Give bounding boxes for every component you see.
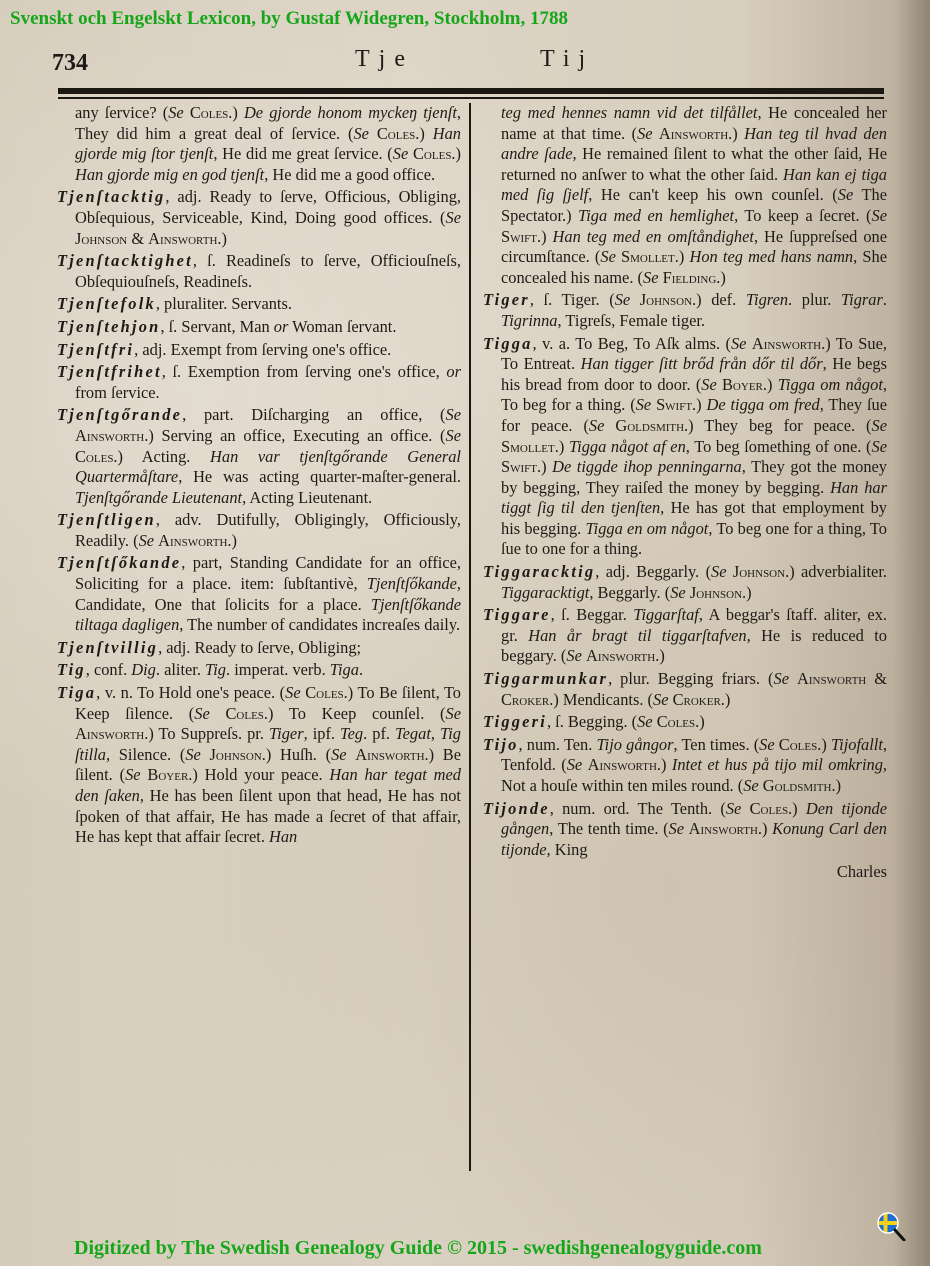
italic-text: Tijofallt [830,734,883,754]
source-reference: Smollet. [621,247,679,267]
definition-text [369,124,377,143]
definition-text: , To beg ſomething of one. ( [685,436,872,456]
italic-text: Han gjorde mig ſtor tjenſt [75,123,461,164]
definition-text: ) [724,689,731,709]
italic-text: Se [637,123,653,143]
italic-text: Se [138,530,155,550]
headword: Tjenſtgőrande [57,405,183,425]
source-reference: Johnson. [639,290,697,310]
running-head-left: Tje [355,46,414,72]
definition-text: ) [231,530,237,550]
definition-text: , num. Ten. [518,734,597,754]
definition-text: ) [558,436,569,456]
source-reference: Coles. [189,103,233,122]
definition-text [741,799,749,818]
definition-text: , conf. [85,660,132,680]
source-reference: Ainsworth. [148,228,222,248]
definition-text: ) adverbialiter. [789,562,887,582]
italic-text: or [446,362,461,382]
definition-text: , num. ord. The Tenth. ( [549,798,726,818]
source-reference: Johnson. [209,744,266,764]
definition-text: , They got the money by begging, They raiſed the money by begging. [501,457,887,497]
italic-text: Tigga en om något [585,518,709,538]
italic-text: Se [445,207,461,227]
right-column [483,103,887,883]
dictionary-entry [57,660,461,681]
definition-text: , He was acting quarter-maſter-general. [178,467,461,487]
italic-text: De tiggde ihop penningarna [552,457,742,477]
source-reference: Coles. [656,712,700,732]
italic-text: Tjenſtgőrande Lieutenant [75,487,243,507]
definition-text: ) [659,646,665,666]
italic-text: Se [653,689,669,709]
definition-text: , v. n. To Hold one's peace. ( [96,683,286,703]
headword: Tiggaracktig [483,562,596,582]
definition-text: , plur. Begging friars. ( [608,669,774,689]
source-reference: Coles. [225,703,269,723]
headword: Tiggarmunkar [483,669,609,689]
definition-text [201,745,210,764]
italic-text: Tjenſtſőkande tiltaga dagligen [75,594,461,635]
headword: Tiga [57,683,97,703]
italic-text: Se [730,333,747,353]
definition-text: , ſ. Tiger. ( [529,290,615,310]
dictionary-entry [483,334,887,561]
italic-text: Se [773,669,789,689]
definition-text: , Ten times. ( [673,734,760,754]
italic-text: Tiggaracktigt [501,582,590,602]
italic-text: Tigrinna [501,310,558,330]
definition-text: ) To Be ſilent, To Keep ſilence. ( [75,683,462,723]
definition-text: , ſ. Begging. ( [546,712,638,732]
definition-text: ) [762,819,773,839]
dictionary-entry [57,553,461,635]
headword: Tjenſtehjon [57,316,161,336]
italic-text: Se [331,744,347,764]
source-reference: Ainsworth. [751,333,826,353]
headword: Tjenſtfri [57,339,135,359]
column-divider [469,103,471,1171]
definition-text: , He begs his bread from door to door. ( [501,354,887,394]
watermark-title: Svenskt och Engelskt Lexicon, by Gustaf Widegren, Stockholm, 1788 [10,8,568,29]
headword: Tjenſtligen [57,510,156,530]
dictionary-entry [483,605,887,667]
dictionary-entry [57,317,461,338]
definition-text: , part. Diſcharging an office, ( [182,405,446,425]
italic-text: Se [701,374,717,394]
italic-text: Se [759,734,775,754]
definition-text: , Silence. ( [105,744,186,764]
definition-text: ) To Keep counſel. ( [268,703,446,723]
headword: Tigga [483,333,533,353]
definition-text: ) To Sue, To Entreat. [501,333,887,374]
italic-text: Se [670,582,686,602]
italic-text: Se [392,144,409,164]
definition-text: ) [766,374,778,394]
italic-text: De tigga om fred [706,395,820,415]
definition-text: , He remained ſilent to what the other ſaid, He returned no anſwer to what the other ſaid. [501,144,887,184]
swedish-flag-magnifier-icon [876,1211,906,1241]
definition-text: ) [678,247,690,267]
definition-text: . pf. [363,724,396,744]
source-reference: Johnson [75,228,128,248]
italic-text: Tjenſtſőkande [366,574,457,594]
source-reference: Coles. [778,734,822,754]
definition-text: . aliter. [155,660,206,680]
definition-text: ) Huſh. ( [265,744,332,764]
italic-text: Tegat [395,724,431,744]
definition-text: , They did him a great deal of ſervice. ( [75,103,461,143]
source-reference: Swift. [501,457,542,477]
definition-text: , A beggar's ſtaff. aliter, ex. gr. [501,605,887,645]
definition-text: ) [419,123,433,143]
definition-text: ) They beg for peace. ( [688,415,872,435]
italic-text: Han har tegat med den ſaken [75,765,461,805]
definition-text: , He can't keep his own counſel. ( [588,185,838,205]
dictionary-entry [57,362,461,403]
definition-text: ) [699,712,705,732]
italic-text: Se [445,703,461,723]
definition-text: ) To Suppreſs. pr. [148,724,269,744]
definition-text: The Spectator.) [501,185,887,225]
italic-text: Konung Carl den tijonde [501,819,887,859]
definition-text: , ſ. Servant, Man [160,316,274,336]
dictionary-entry [57,187,461,249]
definition-text [604,416,615,435]
source-reference: Fielding. [662,267,721,287]
italic-text: Tigren [745,290,789,310]
dictionary-entry [57,251,461,292]
italic-text: Han gjorde mig en god tjenſt [75,164,265,184]
definition-text: ) [232,103,244,122]
definition-text: , The tenth time. ( [549,819,669,839]
definition-text: ) Hold your peace. [192,765,330,785]
italic-text: Se [871,415,887,435]
definition-text: , The number of candidates increaſes daily. [179,615,461,635]
italic-text: Han var tjenſtgőrande General Quartermåſtare [75,446,461,487]
italic-text: Teg [340,724,364,744]
left-column [57,103,461,850]
italic-text: Den tijonde gången [501,798,887,839]
definition-text: ) [541,457,553,477]
dictionary-entry [57,510,461,551]
headword: Tjenſtvillig [57,637,159,657]
definition-text: , part, Standing Candidate for an office, Soliciting for a place. item: ſubſtantivè, [75,553,461,594]
definition-text: ) [746,582,752,602]
italic-text: Se [445,425,461,445]
definition-text: . plur. [788,290,841,310]
definition-text: any ſervice? ( [75,103,169,122]
italic-text: Se [566,646,582,666]
headword: Tijonde [483,798,550,818]
italic-text: Tig ſtilla [75,724,461,764]
italic-text: Tiga med en hemlighet [578,205,735,225]
definition-text [630,290,640,309]
source-reference: Ainsworth. [75,425,149,445]
italic-text: Se [743,776,759,795]
dictionary-entry [57,638,461,659]
italic-text: Se [711,562,727,582]
definition-text [210,704,226,723]
definition-text: , v. a. To Beg, To Aſk alms. ( [532,333,731,353]
definition-text: ) [696,395,707,415]
italic-text: Tigga något af en [568,436,686,456]
headword: Tiger [483,290,530,310]
definition-text: , Not a houſe within ten miles round. ( [501,755,887,795]
definition-text: ) [821,734,831,754]
headword: Tjenſtefolk [57,294,156,314]
dictionary-entry [57,340,461,361]
source-reference: Coles. [413,144,456,164]
definition-text: ) [660,755,672,775]
catchword: Charles [836,862,887,882]
definition-text: ) [732,123,745,143]
source-reference: Johnson. [689,582,747,602]
headword: Tig [57,660,86,680]
definition-text: , Beggarly. ( [589,582,671,602]
definition-text: , adv. Dutifully, Obligingly, Officiously, Readily. ( [75,510,461,550]
italic-text: Intet et hus på tijo mil omkring [671,755,883,775]
italic-text: Han teg til hvad den andre ſade [501,123,887,164]
source-reference: Ainsworth. [75,724,149,744]
source-reference: Goldsmith. [615,415,689,435]
italic-text: Tiger [268,724,304,744]
definition-text: , They ſue for peace. ( [501,395,887,435]
header-rule-thin [58,97,884,99]
definition-text: , ſ. Exemption from ſerving one's office, [161,362,447,382]
source-reference: Swift. [656,395,697,415]
italic-text: Se [566,755,583,775]
dictionary-entry [483,735,887,797]
source-reference: Smollet. [501,436,559,456]
italic-text: Han kan ej tiga med ſig ſjelf [501,164,887,205]
source-reference: Boyer. [147,765,193,785]
source-reference: Ainsworth. [688,819,762,839]
italic-text: Tiga [329,660,359,680]
definition-text: & [866,669,887,689]
italic-text: Han [269,827,298,847]
definition-text: , adj. Ready to ſerve, Officious, Obliging, Obſequious, Serviceable, Kind, Doing good offices. ( [75,187,461,227]
italic-text: Se [600,247,616,267]
italic-text: Han teg med en omſtåndighet [552,226,754,246]
italic-text: or [273,316,289,336]
definition-text: , She concealed his name. ( [501,247,887,287]
dictionary-entry [483,562,887,603]
entry-continuation [57,103,461,185]
definition-text: , He did me a good office. [264,164,436,184]
dictionary-entry [57,294,461,315]
watermark-credit: Digitized by The Swedish Genealogy Guide © 2015 - swedishgenealogyguide.com [74,1237,762,1259]
italic-text: Se [837,185,854,205]
definition-text: ) Be ſilent. ( [75,744,461,785]
definition-text: , Acting Lieutenant. [242,487,373,507]
definition-text: ) Serving an office, Executing an office. ( [148,425,446,445]
headword: Tiggeri [483,712,547,732]
italic-text: Se [125,765,141,785]
definition-text: , He did me great ſervice. ( [213,144,393,164]
source-reference: Ainsworth [797,669,867,689]
italic-text: Han tigger ſitt brőd från dőr til dőr [580,354,823,374]
source-reference: Croker. [501,689,554,709]
italic-text: Se [871,436,887,456]
italic-text: Se [668,819,685,839]
definition-text: , He has been ſilent upon that head, He has not ſpoken of that affair, He has made a ſecret of that affair, He has kept that affair ſecret. [75,786,461,847]
definition-text: ) [792,798,806,818]
definition-text: , To keep a ſecret. ( [734,205,872,225]
italic-text: Hon teg med hans namn [689,247,854,267]
entry-continuation [483,103,887,288]
source-reference: Ainsworth. [587,755,661,775]
source-reference: Coles. [749,798,793,818]
dictionary-entry [57,405,461,508]
definition-text: , adj. Exempt from ſerving one's office. [134,339,392,359]
definition-text: , He concealed her name at that time. ( [501,103,887,143]
dictionary-entry [57,683,461,848]
source-reference: Boyer. [722,374,767,394]
headword: Tijo [483,734,519,754]
dictionary-entry [483,290,887,331]
source-reference: Ainsworth. [355,744,429,764]
italic-text: Tigrar [840,290,883,310]
source-reference: Ainsworth. [585,646,660,666]
italic-text: Tig [205,660,226,680]
headword: Tjenſtſőkande [57,553,182,573]
italic-text: teg med hennes namn vid det tilfållet [501,103,758,122]
definition-text: ) [835,776,842,795]
source-reference: Coles. [75,446,118,466]
italic-text: Se [588,415,605,435]
italic-text: Se [637,712,653,732]
definition-text [789,669,797,688]
headword: Tiggare [483,605,551,625]
italic-text: Se [635,395,652,415]
page-number: 734 [52,50,88,76]
definition-text: ) [221,228,227,248]
source-reference: Swift. [501,226,542,246]
definition-text: Woman ſervant. [288,316,397,336]
italic-text: Tigga om något [777,374,883,394]
definition-text: ) def. [696,290,746,310]
definition-text: ) Acting. [117,446,211,466]
headword: Tjenſtacktighet [57,251,193,271]
definition-text: . [882,290,887,310]
definition-text: , He is reduced to beggary. ( [501,625,887,666]
source-reference: Croker. [672,689,725,709]
italic-text: Dig [131,660,156,680]
definition-text: , adj. Beggarly. ( [595,562,712,582]
headword: Tjenſtacktig [57,187,166,207]
definition-text: , King [546,839,588,859]
definition-text: , adj. Ready to ſerve, Obliging; [158,637,362,657]
definition-text: , Candidate, One that ſolicits for a place. [75,574,461,614]
header-rule-thick [58,88,884,94]
definition-text: , To beg one for a thing, To ſue to one for a thing. [501,518,887,559]
definition-text [347,745,356,764]
definition-text: & [127,228,149,248]
definition-text: , ſ. Readineſs to ſerve, Officiouſneſs, Obſequiouſneſs, Readineſs. [75,251,461,291]
definition-text: , He ſuppreſsed one circumſtance. ( [501,226,888,267]
italic-text: Se [168,103,184,122]
italic-text: Se [353,123,369,143]
definition-text: , pluraliter. Servants. [155,294,292,314]
definition-text: ) Mendicants. ( [553,689,653,709]
italic-text: Se [285,683,301,703]
source-reference: Goldsmith. [762,776,836,795]
italic-text: Han har tiggt ſig til den tjenſten [501,477,887,518]
italic-text: Se [725,798,742,818]
headword: Tjenſtfrihet [57,362,162,382]
definition-text: ) [541,226,553,246]
definition-text: , ſ. Beggar. [550,605,634,625]
source-reference: Johnson. [732,562,790,582]
italic-text: Se [643,267,659,287]
definition-text: from ſervice. [75,382,160,402]
definition-text: ) [455,144,461,164]
definition-text: , Tigreſs, Female tiger. [557,310,705,330]
definition-text: , To beg for a thing. ( [501,374,887,415]
source-reference: Ainsworth. [158,530,232,550]
dictionary-entry [483,799,887,861]
definition-text: , Tenfold. ( [501,734,887,775]
definition-text: , [430,724,441,744]
dictionary-entry [483,712,887,733]
italic-text: Se [614,290,631,310]
italic-text: Han år bragt til tiggarſtafven [528,625,747,645]
italic-text: Tiggarſtaf [633,605,699,625]
italic-text: Se [194,703,210,723]
definition-text: . [358,660,364,680]
italic-text: Tijo gångor [596,734,674,754]
definition-text: , He has got that employment by his begging. [501,498,887,538]
italic-text: De gjorde honom myckeŋ tjenſt [243,103,457,122]
source-reference: Coles. [376,123,420,143]
definition-text: . imperat. verb. [226,660,330,680]
source-reference: Ainsworth. [658,123,733,143]
definition-text: , ipf. [303,724,341,744]
source-reference: Coles. [305,683,348,703]
running-head-right: Tij [540,46,595,72]
italic-text: Se [445,405,461,425]
italic-text: Se [871,205,887,225]
dictionary-entry [483,669,887,710]
italic-text: Se [185,744,201,764]
definition-text: ) [720,267,726,287]
